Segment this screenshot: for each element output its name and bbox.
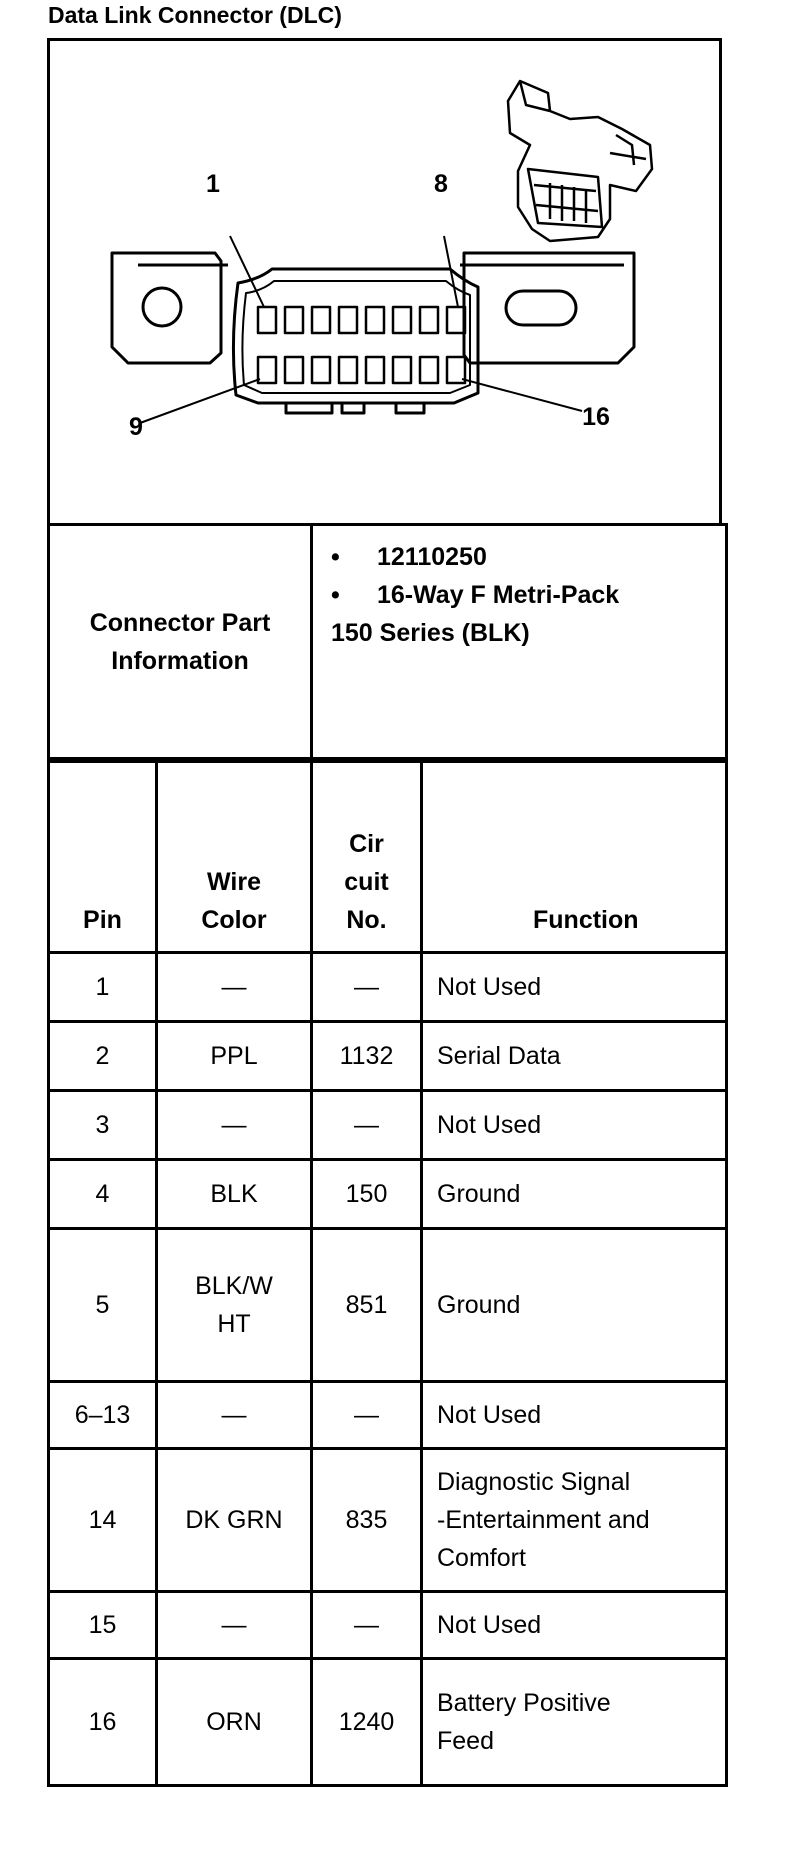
connector-sheet <box>47 38 722 1787</box>
leader-pin-8 <box>444 236 458 307</box>
connector-diagram <box>47 38 722 523</box>
pin-label-16: 16 <box>582 403 610 431</box>
pinout-table <box>47 760 728 1787</box>
pin-row-top <box>258 307 465 333</box>
table-row: 2 PPL 1132 Serial Data <box>49 1022 727 1091</box>
dlc-drawing <box>50 41 725 523</box>
right-mount-slot <box>506 291 576 325</box>
table-row: 16 ORN 1240 Battery Positive Feed <box>49 1659 727 1786</box>
table-row: 1 — — Not Used <box>49 953 727 1022</box>
part-type: • 16-Way F Metri-Pack <box>331 576 725 614</box>
connector-perspective-view <box>508 81 652 241</box>
bottom-tab <box>342 403 364 413</box>
connector-part-info <box>312 525 727 759</box>
right-mounting-ear <box>464 253 634 363</box>
table-row: 5 BLK/W HT 851 Ground <box>49 1229 727 1382</box>
table-row: 15 — — Not Used <box>49 1592 727 1659</box>
table-row: 6–13 — — Not Used <box>49 1382 727 1449</box>
left-mounting-ear <box>112 253 221 363</box>
table-row: 3 — — Not Used <box>49 1091 727 1160</box>
pin-label-1: 1 <box>206 170 220 198</box>
header-wire-color: Wire Color <box>157 762 312 953</box>
connector-info-table <box>47 523 728 760</box>
header-pin: Pin <box>49 762 157 953</box>
header-circuit-no: Cir cuit No. <box>312 762 422 953</box>
leader-pin-9 <box>140 379 260 423</box>
pin-label-9: 9 <box>129 413 143 441</box>
bottom-tab <box>396 403 424 413</box>
part-series: 150 Series (BLK) <box>331 619 530 647</box>
pin-label-8: 8 <box>434 170 448 198</box>
left-mount-hole <box>143 288 181 326</box>
table-row: 4 BLK 150 Ground <box>49 1160 727 1229</box>
pin-row-bottom <box>258 357 465 383</box>
part-number: • 12110250 <box>331 538 725 576</box>
page-title: Data Link Connector (DLC) <box>48 2 342 28</box>
bottom-tab <box>286 403 332 413</box>
leader-pin-16 <box>462 379 582 411</box>
header-function: Function <box>422 762 727 953</box>
connector-part-label: Connector Part Information <box>49 525 312 759</box>
table-header-row <box>49 762 727 953</box>
table-row: 14 DK GRN 835 Diagnostic Signal -Entertainment and Comfort <box>49 1449 727 1592</box>
